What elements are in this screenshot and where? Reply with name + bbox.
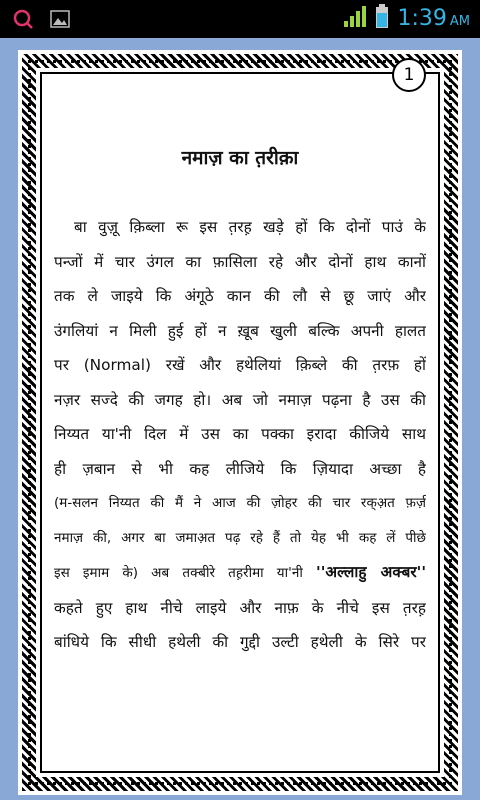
page-number: 1: [392, 58, 426, 92]
text-line: नज़र सज्दे की जगह हो। अब जो नमाज़ पढ़ना है उस की: [54, 390, 426, 409]
body-text: [54, 210, 426, 660]
text-line: उंगलियां न मिली हुई हों न ख़ूब खुली बल्कि अपनी हालत: [54, 321, 426, 340]
text-line: पन्जों में चार उंगल का फ़ासिला रहे और दोनों हाथ कानों: [54, 252, 426, 271]
image-icon: [50, 10, 70, 32]
book-page[interactable]: [18, 50, 462, 795]
text-line: बांधिये कि सीधी हथेली की गुद्दी उल्टी हथेली के सिरे पर: [54, 633, 426, 651]
page-title: नमाज़ का त़रीक़ा: [181, 147, 299, 169]
page-content: [54, 136, 426, 660]
battery-icon: [375, 4, 389, 32]
text-line-with-takbir: [54, 555, 426, 591]
text-line: निय्यत या'नी दिल में उस का पक्का इरादा कीजिये साथ: [54, 425, 426, 443]
text-line: कहते हुए हाथ नीचे लाइये और नाफ़ के नीचे इस त़रह़: [54, 598, 426, 617]
text-line: पर (Normal) रखें और हथेलियां क़िब्ले की त़रफ़ हों: [54, 356, 426, 374]
search-icon: [12, 8, 34, 34]
text-line: (म-सलन निय्यत की मैं ने आज की ज़ोहर की चार रक्अ़त फ़र्ज़: [54, 495, 426, 511]
signal-icon: [343, 5, 367, 31]
text-line: इस इमाम के) अब तक्बीरे तह़रीमा या'नी: [54, 565, 303, 581]
text-line: तक ले जाइये कि अंगूठे कान की लौ से छू जाएं और: [54, 287, 426, 305]
text-line: ही ज़बान से भी कह लीजिये कि ज़ियादा अच्छा है: [54, 459, 426, 478]
status-bar: [0, 0, 480, 38]
clock: 1:39 AM: [397, 5, 470, 31]
takbir-text: ''अल्लाहु अक्बर'': [316, 563, 426, 581]
text-line: नमाज़ की, अगर बा जमाअ़त पढ़ रहे हैं तो येह भी कह लें पीछे: [54, 529, 426, 546]
text-line: बा वुज़ू क़िब्ला रू इस त़रह़ खड़े हों कि दोनों पाउं के: [74, 218, 426, 236]
